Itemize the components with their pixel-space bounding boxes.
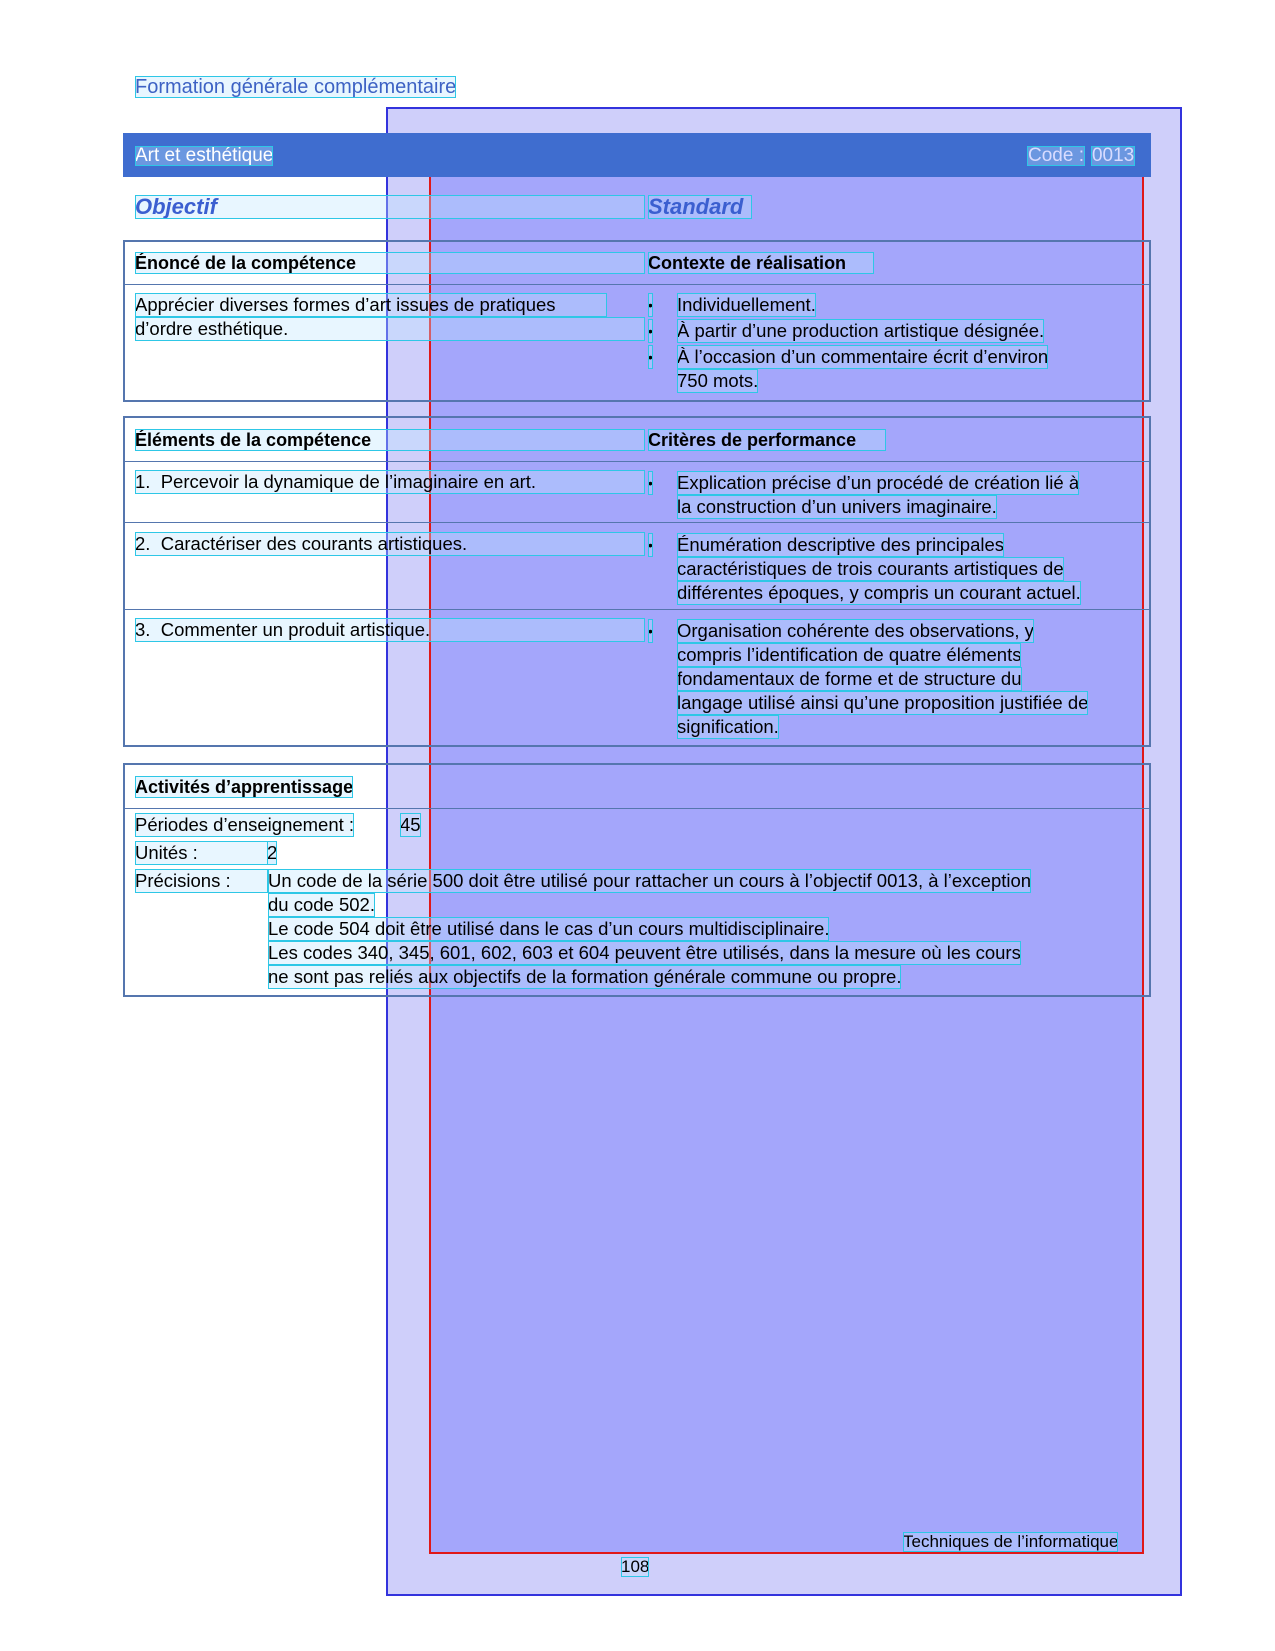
critere-line: différentes époques, y compris un courant actuel. (677, 582, 1081, 603)
contexte-item: Individuellement. (677, 294, 816, 315)
contexte-item: À l’occasion d’un commentaire écrit d’environ (677, 346, 1049, 367)
critere-line: Organisation cohérente des observations, y (677, 620, 1034, 641)
precisions-line: du code 502. (268, 894, 375, 915)
critere-line: Énumération descriptive des principales (677, 534, 1005, 555)
critere-line: signification. (677, 716, 779, 737)
element-number: 3. (135, 619, 151, 640)
bullet: • (648, 533, 653, 557)
objectif-heading: Objectif (135, 195, 645, 219)
critere-line: langage utilisé ainsi qu’une proposition justifiée de (677, 692, 1089, 713)
unites-value: 2 (267, 842, 278, 863)
divider (123, 461, 1151, 462)
bullet: • (648, 345, 653, 369)
precisions-label: Précisions : (135, 869, 268, 893)
bullet: • (648, 293, 653, 317)
title-bar (123, 133, 1151, 177)
competence-heading: Énoncé de la compétence (135, 252, 645, 274)
precisions-line: Un code de la série 500 doit être utilisé pour rattacher un cours à l’objectif 0013, à l’exception (268, 870, 1032, 891)
element-number: 2. (135, 533, 151, 554)
footer-program: Techniques de l’informatique (903, 1532, 1119, 1551)
competence-line: d’ordre esthétique. (135, 317, 645, 341)
critere-line: fondamentaux de forme et de structure du (677, 668, 1022, 689)
section-label: Formation générale complémentaire (135, 76, 457, 98)
activites-heading: Activités d’apprentissage (135, 777, 354, 797)
critere-line: compris l’identification de quatre éléments (677, 644, 1022, 665)
element-item (135, 470, 645, 494)
code-value: 0013 (1091, 145, 1135, 166)
element-text: Percevoir la dynamique de l’imaginaire en art. (160, 471, 537, 492)
element-text: Caractériser des courants artistiques. (160, 533, 468, 554)
unites-label: Unités : (135, 841, 277, 865)
precisions-line: ne sont pas reliés aux objectifs de la formation générale commune ou propre. (268, 966, 902, 987)
contexte-item-cont: 750 mots. (677, 370, 759, 391)
bullet: • (648, 319, 653, 343)
bullet: • (648, 619, 653, 643)
divider (123, 522, 1151, 523)
element-item (135, 618, 645, 642)
critere-line: caractéristiques de trois courants artistiques de (677, 558, 1064, 579)
code-label: Code : (1028, 145, 1084, 166)
criteres-heading: Critères de performance (648, 429, 886, 451)
page-number: 108 (621, 1557, 650, 1576)
divider (123, 808, 1151, 809)
element-text: Commenter un produit artistique. (160, 619, 431, 640)
periodes-label: Périodes d’enseignement : (135, 814, 355, 835)
periodes-value: 45 (400, 814, 421, 835)
contexte-heading: Contexte de réalisation (648, 252, 874, 274)
element-item (135, 532, 645, 556)
course-title: Art et esthétique (135, 145, 274, 166)
precisions-line: Les codes 340, 345, 601, 602, 603 et 604 peuvent être utilisés, dans la mesure où les cours (268, 942, 1021, 963)
critere-line: Explication précise d’un procédé de création lié à (677, 472, 1080, 493)
element-number: 1. (135, 471, 151, 492)
divider (123, 284, 1151, 285)
bullet: • (648, 471, 653, 495)
divider (123, 609, 1151, 610)
critere-line: la construction d’un univers imaginaire. (677, 496, 997, 517)
standard-heading: Standard (648, 195, 752, 219)
course-code (1027, 146, 1135, 166)
contexte-item: À partir d’une production artistique désignée. (677, 320, 1045, 341)
competence-line: Apprécier diverses formes d’art issues de pratiques (135, 293, 607, 317)
elements-heading: Éléments de la compétence (135, 429, 645, 451)
precisions-line: Le code 504 doit être utilisé dans le cas d’un cours multidisciplinaire. (268, 918, 830, 939)
